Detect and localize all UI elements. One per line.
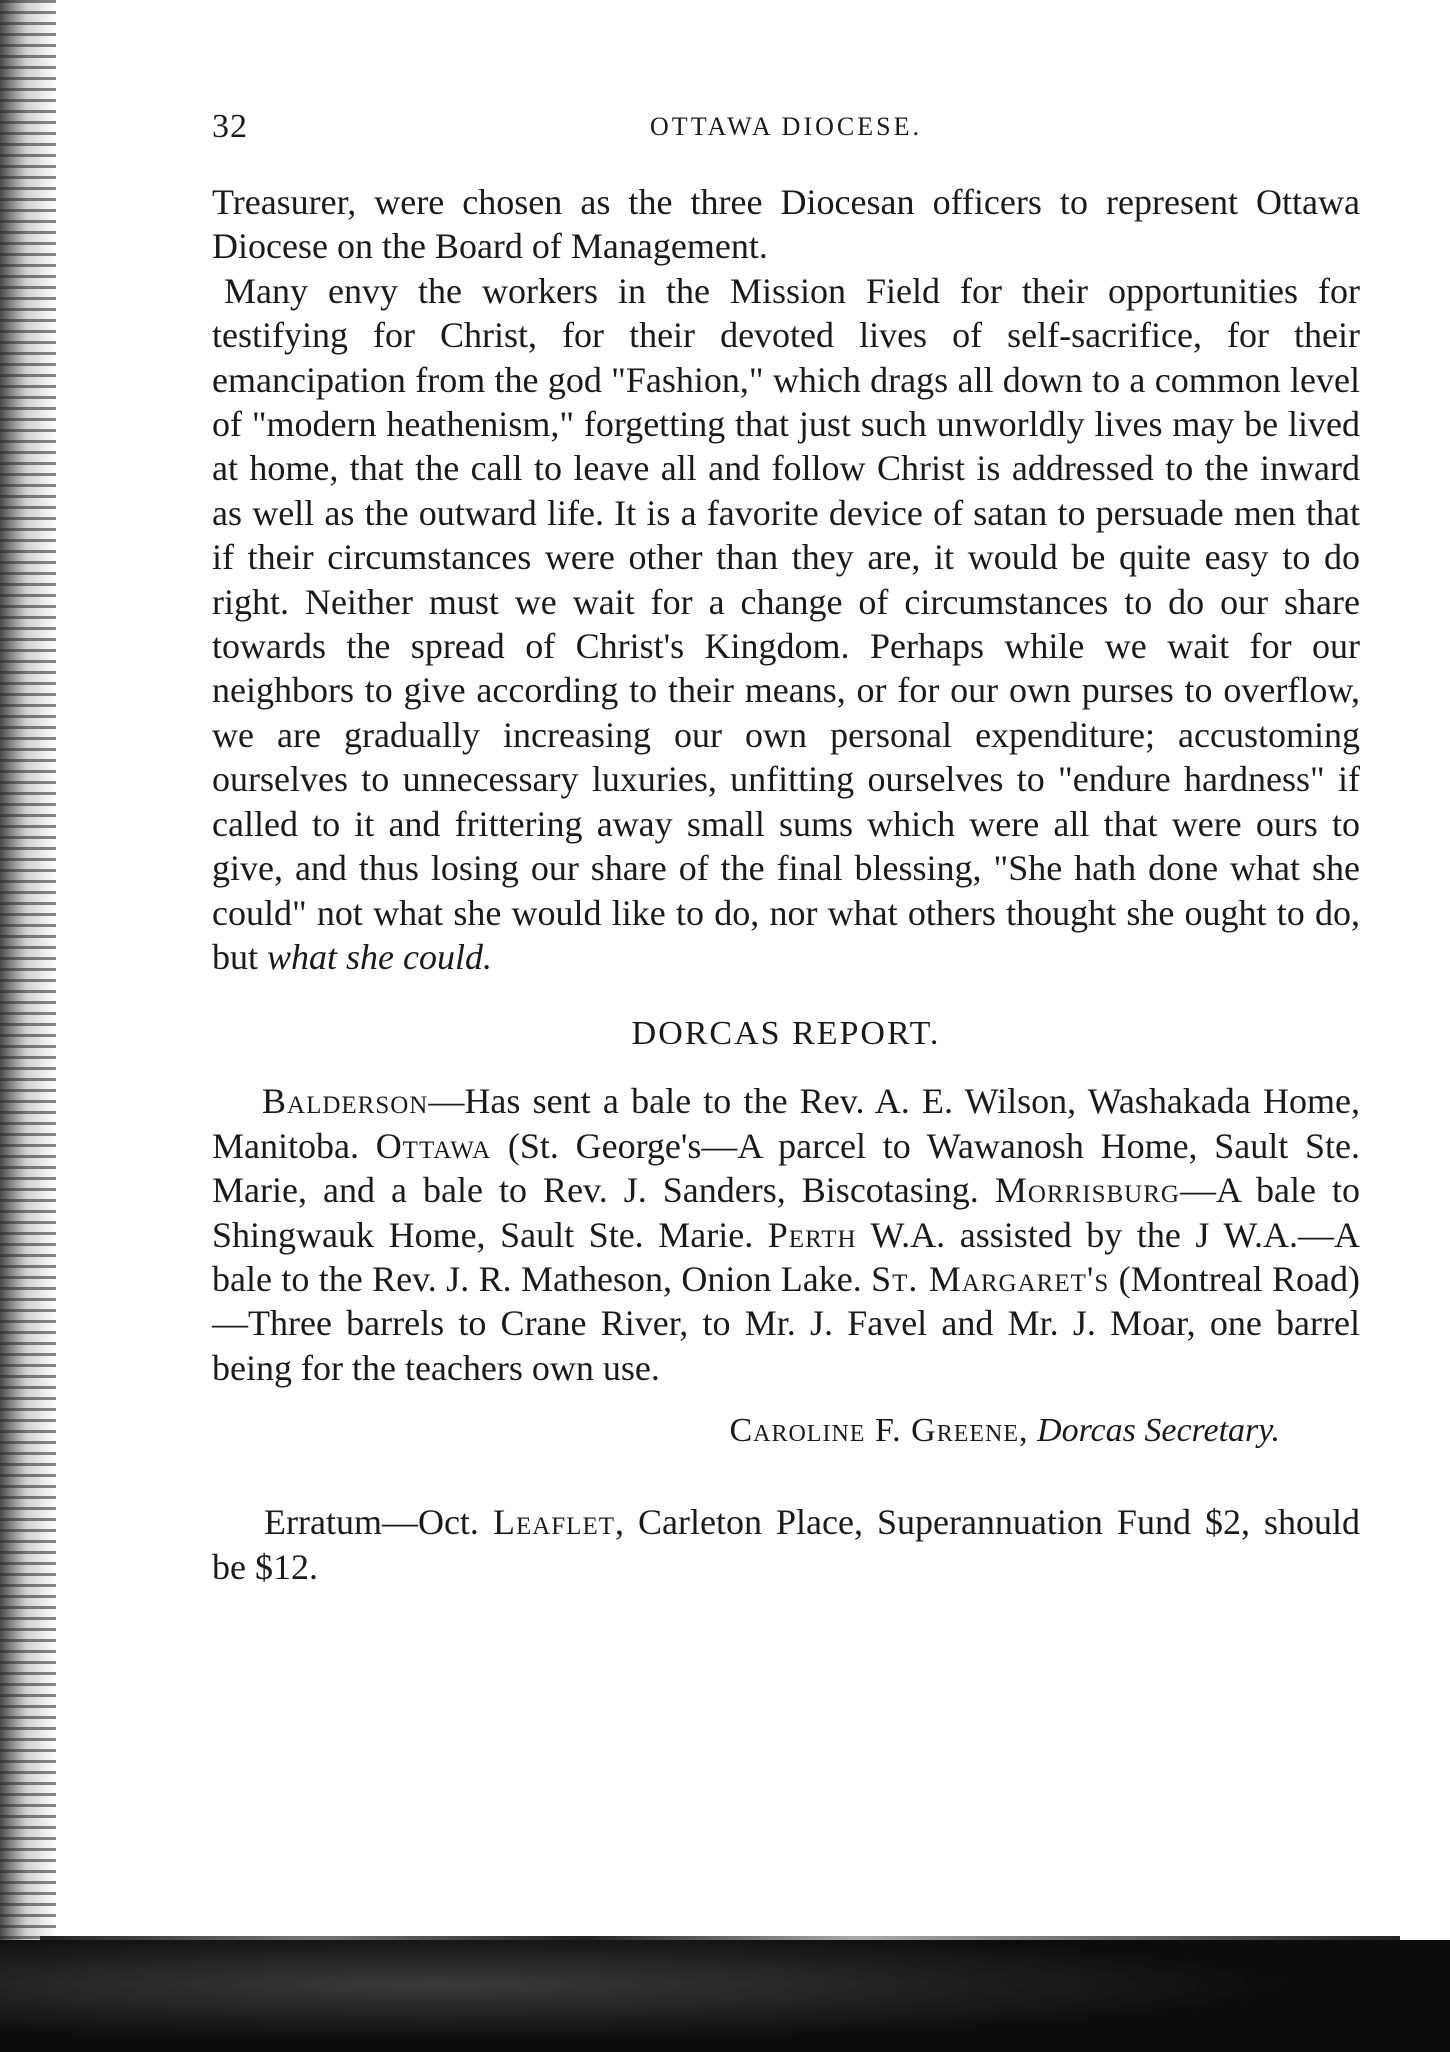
scan-bottom-shadow	[0, 1940, 1450, 2052]
paragraph-mission-field	[212, 269, 1360, 980]
signature	[212, 1412, 1280, 1450]
dorcas-report	[212, 1079, 1360, 1390]
paragraph-mission-field-text: Many envy the workers in the Mission Field for their opportunities for testifying for Christ, for their devoted lives of self-sacrifice, for their emancipation from the god "Fashion," which drags all down to a common level of "modern heathenism," forgetting that just such unworldly lives may be lived at home, that the call to leave all and follow Christ is addressed to the inward as well as the outward life. It is a favorite device of satan to persuade men that if their circumstances were other than they are, it would be quite easy to do right. Neither must we wait for a change of circumstances to do our share towards the spread of Christ's Kingdom. Perhaps while we wait for our neighbors to give according to their means, or for our own purses to overflow, we are gradually increasing our own personal expenditure; accustoming ourselves to unnecessary luxuries, unfitting ourselves to "endure hardness" if called to it and frittering away small sums which were all that were ours to give, and thus losing our share of the final blessing, "She hath done what she could" not what she would like to do, nor what others thought she ought to do, but	[212, 270, 1360, 977]
body-text	[212, 180, 1360, 979]
erratum-text: , Carleton Place, Superannuation Fund $2, should be $12.	[212, 1502, 1360, 1587]
place-name-balderson: Balderson	[262, 1081, 429, 1122]
place-name-perth: Perth	[767, 1214, 857, 1255]
signature-name: Caroline F. Greene,	[729, 1412, 1029, 1450]
entry-st-margarets: (Montreal Road)—Three barrels to Crane River, to Mr. J. Favel and Mr. J. Moar, one barrel being for the teachers own use.	[212, 1258, 1361, 1388]
erratum	[212, 1500, 1360, 1589]
scan-binding-edge	[0, 0, 56, 2052]
entry-morrisburg: —A bale to Shingwauk Home, Sault Ste. Marie.	[212, 1170, 1360, 1255]
entry-balderson: —Has sent a bale to the Rev. A. E. Wilson, Washakada Home, Manitoba.	[212, 1081, 1360, 1166]
running-title: OTTAWA DIOCESE.	[650, 112, 922, 141]
section-heading-dorcas-report: DORCAS REPORT.	[631, 1015, 941, 1053]
entry-ottawa: (St. George's—A parcel to Wawanosh Home, Sault Ste. Marie, and a bale to Rev. J. Sanders, Biscotasing.	[212, 1125, 1360, 1211]
entry-perth: W.A. assisted by the J W.A.—A bale to the Rev. J. R. Matheson, Onion Lake.	[212, 1214, 1360, 1299]
document-page	[212, 108, 1360, 1625]
place-name-st-margarets: St. Margaret's	[871, 1258, 1110, 1299]
place-name-ottawa: Ottawa	[375, 1125, 492, 1166]
italic-phrase: what she could.	[267, 936, 492, 977]
dorcas-report-paragraph	[212, 1079, 1360, 1390]
signature-title: Dorcas Secretary.	[1037, 1412, 1280, 1450]
place-name-morrisburg: Morrisburg	[994, 1170, 1180, 1211]
erratum-leaflet: Leaflet	[492, 1502, 615, 1543]
paragraph-treasurer: Treasurer, were chosen as the three Diocesan officers to represent Ottawa Diocese on the Board of Management.	[212, 182, 1360, 267]
running-head	[212, 108, 1360, 152]
page-number: 32	[212, 108, 248, 145]
erratum-lead: Erratum—Oct.	[264, 1502, 493, 1543]
